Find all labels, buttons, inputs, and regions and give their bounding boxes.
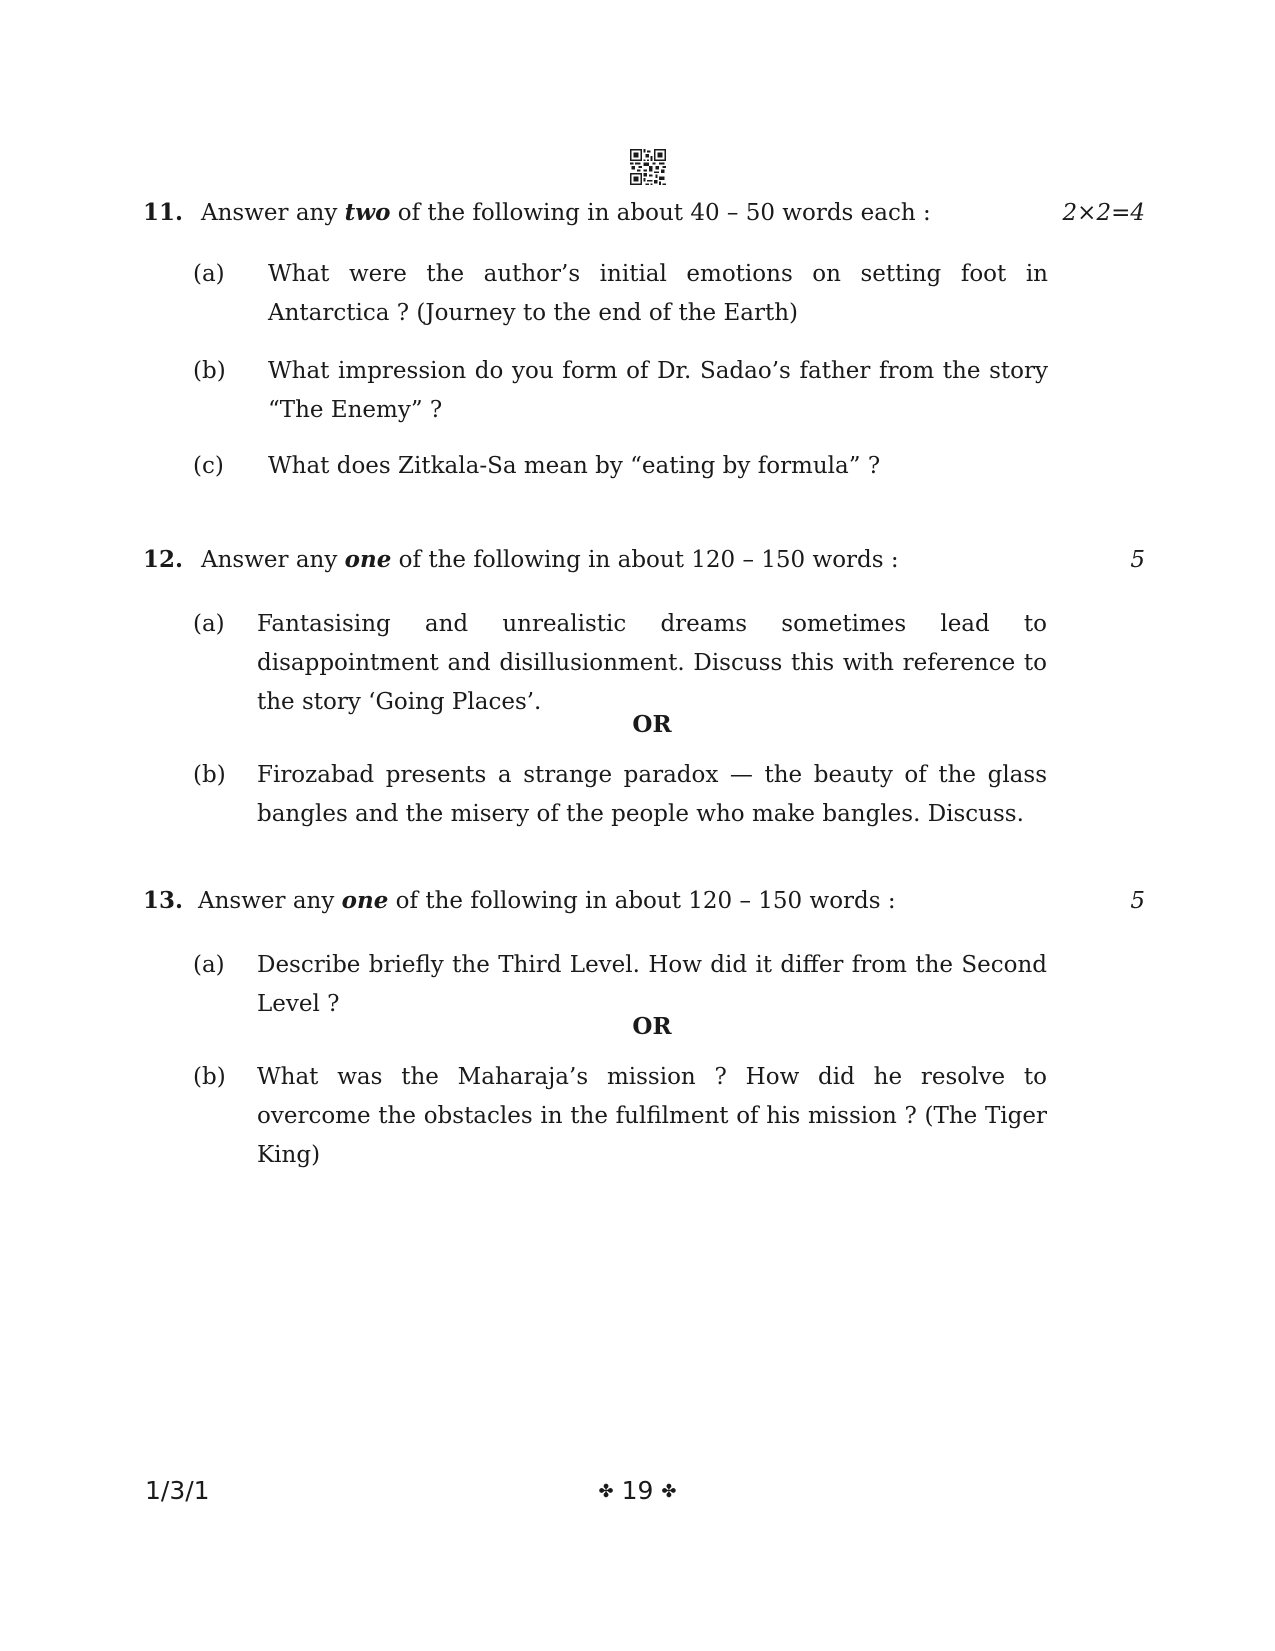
part-text: Describe briefly the Third Level. How did it differ from the Second Level ? xyxy=(257,952,1047,1017)
question-number: 13. xyxy=(143,887,184,914)
part-label: (a) xyxy=(193,952,225,978)
part-text: What were the author’s initial emotions on setting foot in Antarctica ? (Journey to the end of the Earth) xyxy=(268,261,1048,326)
part-label: (b) xyxy=(193,1064,226,1090)
qr-code-icon xyxy=(630,149,666,185)
ornament-icon: ✤ xyxy=(661,1481,677,1502)
question-instruction: Answer any one of the following in about 120 – 150 words : xyxy=(201,546,899,573)
part-label: (c) xyxy=(193,453,224,479)
part-text: What impression do you form of Dr. Sadao’s father from the story “The Enemy” ? xyxy=(268,358,1048,423)
page-number-value: 19 xyxy=(621,1476,654,1505)
ornament-icon: ✤ xyxy=(598,1481,614,1502)
part-label: (a) xyxy=(193,611,225,637)
part-text: What does Zitkala-Sa mean by “eating by formula” ? xyxy=(268,453,881,479)
question-keyword: one xyxy=(341,887,389,914)
question-marks: 5 xyxy=(1130,888,1145,914)
or-separator: OR xyxy=(632,711,672,738)
question-marks: 5 xyxy=(1130,547,1145,573)
page-number xyxy=(0,1475,1275,1508)
question-number: 11. xyxy=(143,199,184,226)
question-keyword: one xyxy=(344,546,392,573)
part-text: Firozabad presents a strange paradox — the beauty of the glass bangles and the misery of the people who make bangles. Discuss. xyxy=(257,762,1047,827)
part-label: (b) xyxy=(193,762,226,788)
question-instruction: Answer any two of the following in about 40 – 50 words each : xyxy=(201,199,931,226)
part-text: What was the Maharaja’s mission ? How did he resolve to overcome the obstacles in the fulfilment of his mission ? (The Tiger King) xyxy=(257,1064,1047,1168)
question-instruction: Answer any one of the following in about 120 – 150 words : xyxy=(198,887,896,914)
part-label: (b) xyxy=(193,358,226,384)
paper-code: 1/3/1 xyxy=(145,1476,210,1505)
or-separator: OR xyxy=(632,1013,672,1040)
part-label: (a) xyxy=(193,261,225,287)
part-text: Fantasising and unrealistic dreams sometimes lead to disappointment and disillusionment. Discuss this with reference to the story ‘Going Places’. xyxy=(257,611,1047,715)
question-number: 12. xyxy=(143,546,184,573)
question-marks: 2×2=4 xyxy=(1062,200,1145,226)
question-keyword: two xyxy=(344,199,391,226)
